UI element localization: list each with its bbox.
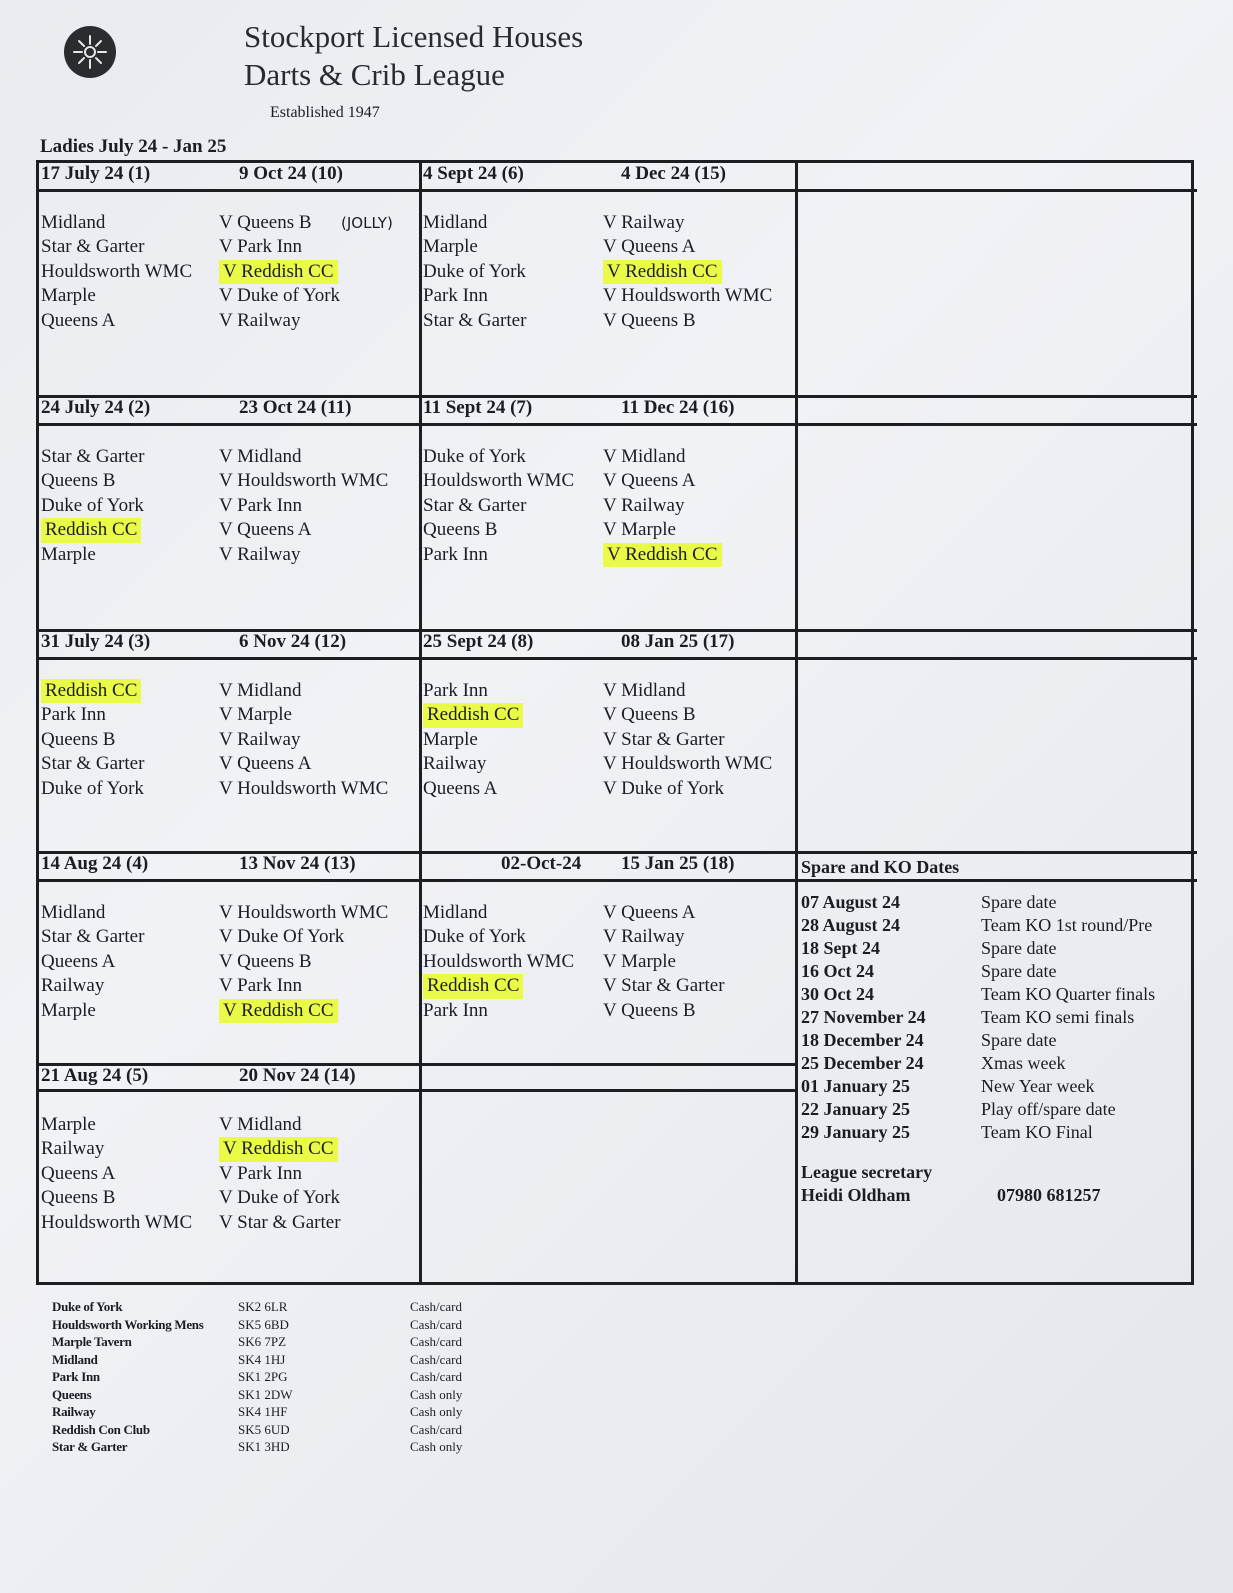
spare-date-row xyxy=(801,961,1191,984)
away-team: V Railway xyxy=(219,309,301,331)
fixture-row xyxy=(41,901,409,925)
week-date-first: 02-Oct-24 xyxy=(501,853,582,874)
away-team: V Star & Garter xyxy=(603,975,725,997)
home-team: Park Inn xyxy=(423,680,488,701)
spare-date: 27 November 24 xyxy=(801,1007,926,1027)
away-team: V Midland xyxy=(219,1114,302,1135)
away-team: V Queens A xyxy=(603,236,696,258)
week-cell xyxy=(421,163,793,393)
venue-postcode: SK1 3HD xyxy=(238,1439,290,1454)
venue-payment: Cash only xyxy=(410,1404,463,1419)
week-date-second: 11 Dec 24 (16) xyxy=(621,397,735,418)
home-team: Star & Garter xyxy=(41,926,145,948)
spare-note: Xmas week xyxy=(981,1053,1066,1073)
spare-date-row xyxy=(801,938,1191,961)
spare-note: Team KO 1st round/Pre xyxy=(981,915,1153,935)
fixture-row xyxy=(41,469,409,493)
spare-note: Team KO Quarter finals xyxy=(981,984,1156,1004)
home-team: Midland xyxy=(41,902,106,923)
league-secretary xyxy=(801,1161,1191,1207)
week-date-first: 31 July 24 (3) xyxy=(41,631,151,652)
fixture-row xyxy=(423,211,791,235)
away-team: V Reddish CC xyxy=(219,260,338,284)
fixture-row xyxy=(423,777,791,801)
spare-date: 30 Oct 24 xyxy=(801,984,874,1004)
venue-postcode: SK5 6UD xyxy=(238,1421,290,1437)
fixture-row xyxy=(41,260,409,284)
spare-note: New Year week xyxy=(981,1076,1095,1096)
fixture-row xyxy=(423,494,791,518)
home-team: Duke of York xyxy=(41,777,144,799)
week-dates xyxy=(421,397,793,421)
away-team: V Duke Of York xyxy=(219,926,345,948)
home-team: Reddish CC xyxy=(423,703,523,727)
home-team: Star & Garter xyxy=(41,753,145,775)
league-title-line2: Darts & Crib League xyxy=(244,57,505,92)
away-team: V Reddish CC xyxy=(603,260,722,284)
week-dates xyxy=(39,853,411,877)
home-team: Queens B xyxy=(41,1187,116,1209)
week-dates xyxy=(39,1065,411,1089)
home-team: Park Inn xyxy=(423,543,488,565)
week-cell xyxy=(421,397,793,627)
home-team: Duke of York xyxy=(423,260,526,282)
fixture-row xyxy=(423,469,791,493)
home-team: Railway xyxy=(41,1138,105,1160)
spare-date: 25 December 24 xyxy=(801,1053,924,1073)
fixture-list xyxy=(423,901,791,1023)
week-date-second: 15 Jan 25 (18) xyxy=(621,853,735,874)
away-team: V Queens A xyxy=(603,902,696,923)
home-team: Houldsworth WMC xyxy=(423,470,575,492)
home-team: Duke of York xyxy=(41,494,144,516)
week-cell xyxy=(421,853,793,1083)
spare-date-row xyxy=(801,915,1191,938)
away-team: V Houldsworth WMC xyxy=(603,753,773,775)
venue-payment: Cash only xyxy=(410,1439,463,1454)
away-team: V Marple xyxy=(603,950,676,972)
away-team: V Railway xyxy=(603,494,685,516)
home-team: Queens B xyxy=(423,519,498,541)
venue-payment: Cash only xyxy=(410,1386,463,1402)
week-date-second: 20 Nov 24 (14) xyxy=(239,1065,356,1086)
fixture-row xyxy=(41,309,409,333)
home-team: Houldsworth WMC xyxy=(41,260,193,282)
week-cell xyxy=(39,853,411,1083)
home-team: Park Inn xyxy=(423,999,488,1021)
away-team: V Queens A xyxy=(603,470,696,492)
fixture-row xyxy=(41,211,409,235)
fixture-row xyxy=(423,950,791,974)
spare-date: 22 January 25 xyxy=(801,1099,911,1119)
away-team: V Queens B xyxy=(603,309,696,331)
home-team: Queens A xyxy=(41,1162,116,1184)
fixture-row xyxy=(423,235,791,259)
week-date-first: 14 Aug 24 (4) xyxy=(41,853,149,874)
week-date-first: 21 Aug 24 (5) xyxy=(41,1065,149,1086)
fixture-row xyxy=(423,284,791,308)
spare-note: Spare date xyxy=(981,938,1057,958)
handwritten-note: (JOLLY) xyxy=(341,214,393,232)
home-team: Midland xyxy=(41,212,106,233)
home-team: Queens B xyxy=(41,728,116,750)
spare-note: Play off/spare date xyxy=(981,1099,1116,1119)
week-cell xyxy=(39,1065,411,1295)
week-cell xyxy=(39,163,411,393)
away-team: V Railway xyxy=(219,543,301,565)
week-date-second: 13 Nov 24 (13) xyxy=(239,853,356,874)
home-team: Midland xyxy=(423,902,488,923)
home-team: Houldsworth WMC xyxy=(41,1211,193,1233)
away-team: V Marple xyxy=(219,704,292,726)
spare-date: 18 Sept 24 xyxy=(801,938,881,958)
away-team: V Queens B xyxy=(603,704,696,726)
home-team: Midland xyxy=(423,212,488,233)
away-team: V Queens B xyxy=(219,950,312,972)
league-logo xyxy=(64,26,116,78)
secretary-label: League secretary xyxy=(801,1162,933,1182)
week-date-first: 4 Sept 24 (6) xyxy=(423,163,524,184)
home-team: Reddish CC xyxy=(423,974,523,998)
away-team: V Houldsworth WMC xyxy=(219,777,389,799)
fixture-list xyxy=(423,211,791,333)
home-team: Marple xyxy=(423,236,478,258)
week-dates xyxy=(421,853,793,877)
spare-ko-list xyxy=(801,892,1191,1145)
home-team: Marple xyxy=(41,285,96,307)
home-team: Queens B xyxy=(41,470,116,492)
away-team: V Railway xyxy=(603,926,685,948)
venue-postcode: SK4 1HJ xyxy=(238,1351,286,1367)
venue-payment: Cash/card xyxy=(410,1334,462,1349)
season-label: Ladies July 24 - Jan 25 xyxy=(40,136,227,157)
secretary-phone: 07980 681257 xyxy=(997,1185,1101,1205)
fixture-row xyxy=(41,494,409,518)
home-team: Duke of York xyxy=(423,926,526,948)
spare-date: 07 August 24 xyxy=(801,892,901,912)
fixture-row xyxy=(41,543,409,567)
fixture-list xyxy=(41,211,409,333)
fixture-row xyxy=(41,752,409,776)
fixture-row xyxy=(423,728,791,752)
spare-date-row xyxy=(801,984,1191,1007)
week-dates xyxy=(39,631,411,655)
home-team: Marple xyxy=(41,1114,96,1135)
spare-date: 29 January 25 xyxy=(801,1122,911,1142)
away-team: V Midland xyxy=(219,680,302,701)
spare-ko-panel xyxy=(801,857,1191,1207)
fixture-row xyxy=(423,260,791,284)
spare-date-row xyxy=(801,1099,1191,1122)
home-team: Marple xyxy=(423,728,478,750)
fixture-row xyxy=(41,777,409,801)
spare-date-row xyxy=(801,1053,1191,1076)
fixture-row xyxy=(41,284,409,308)
away-team: V Midland xyxy=(603,446,686,467)
week-cell xyxy=(39,631,411,861)
venue-name: Duke of York xyxy=(52,1299,123,1314)
week-dates xyxy=(39,163,411,187)
spare-note: Team KO semi finals xyxy=(981,1007,1135,1027)
fixture-row xyxy=(41,728,409,752)
home-team: Park Inn xyxy=(423,285,488,307)
venue-name: Marple Tavern xyxy=(52,1334,132,1349)
fixture-row xyxy=(41,974,409,998)
spare-date: 28 August 24 xyxy=(801,915,901,935)
fixture-row xyxy=(41,518,409,542)
fixture-row xyxy=(41,999,409,1023)
spare-date: 01 January 25 xyxy=(801,1076,911,1096)
away-team: V Railway xyxy=(603,212,685,233)
fixture-list xyxy=(41,445,409,567)
fixture-list xyxy=(423,679,791,801)
fixture-row xyxy=(423,901,791,925)
venue-name: Star & Garter xyxy=(52,1439,128,1454)
week-dates xyxy=(421,163,793,187)
fixture-row xyxy=(423,445,791,469)
away-team: V Reddish CC xyxy=(603,543,722,567)
fixture-row xyxy=(41,1211,409,1235)
week-dates xyxy=(421,631,793,655)
fixture-row xyxy=(423,974,791,998)
week-date-second: 6 Nov 24 (12) xyxy=(239,631,347,652)
away-team: V Park Inn xyxy=(219,1162,303,1184)
fixture-list xyxy=(41,1113,409,1235)
fixture-row xyxy=(423,518,791,542)
fixture-row xyxy=(41,925,409,949)
home-team: Duke of York xyxy=(423,446,526,467)
fixture-row xyxy=(423,309,791,333)
home-team: Park Inn xyxy=(41,704,106,726)
away-team: V Star & Garter xyxy=(603,728,725,750)
spare-date-row xyxy=(801,1007,1191,1030)
away-team: V Marple xyxy=(603,519,676,541)
spare-date: 16 Oct 24 xyxy=(801,961,874,981)
venue-payment: Cash/card xyxy=(410,1369,462,1384)
fixture-row xyxy=(41,703,409,727)
home-team: Queens A xyxy=(41,950,116,972)
fixture-row xyxy=(423,703,791,727)
venue-payment: Cash/card xyxy=(410,1299,462,1314)
away-team: V Midland xyxy=(219,446,302,467)
venue-name: Park Inn xyxy=(52,1369,100,1384)
home-team: Houldsworth WMC xyxy=(423,950,575,972)
league-title-line1: Stockport Licensed Houses xyxy=(244,19,584,54)
away-team: V Park Inn xyxy=(219,236,303,258)
spare-date-row xyxy=(801,1076,1191,1099)
fixture-row xyxy=(41,950,409,974)
week-cell xyxy=(421,631,793,861)
home-team: Reddish CC xyxy=(41,679,141,703)
venue-payment: Cash/card xyxy=(410,1421,462,1437)
fixture-row xyxy=(41,679,409,703)
week-date-first: 11 Sept 24 (7) xyxy=(423,397,533,418)
week-dates xyxy=(39,397,411,421)
home-team: Star & Garter xyxy=(41,446,145,467)
away-team: V Park Inn xyxy=(219,975,303,997)
venue-postcode: SK1 2DW xyxy=(238,1386,293,1402)
fixture-list xyxy=(41,901,409,1023)
venue-payment: Cash/card xyxy=(410,1351,462,1367)
venue-postcode: SK6 7PZ xyxy=(238,1334,287,1349)
away-team: V Duke of York xyxy=(219,285,341,307)
week-date-second: 08 Jan 25 (17) xyxy=(621,631,735,652)
week-date-first: 17 July 24 (1) xyxy=(41,163,151,184)
dartboard-icon xyxy=(70,32,110,72)
fixture-row xyxy=(41,235,409,259)
away-team: V Star & Garter xyxy=(219,1211,341,1233)
venue-payment: Cash/card xyxy=(410,1316,462,1332)
week-date-first: 24 July 24 (2) xyxy=(41,397,151,418)
home-team: Reddish CC xyxy=(41,518,141,542)
spare-date-row xyxy=(801,892,1191,915)
away-team: V Park Inn xyxy=(219,494,303,516)
away-team: V Reddish CC xyxy=(219,1137,338,1161)
fixture-row xyxy=(41,1162,409,1186)
spare-date: 18 December 24 xyxy=(801,1030,924,1050)
week-date-second: 4 Dec 24 (15) xyxy=(621,163,726,184)
fixture-row xyxy=(41,1137,409,1161)
fixture-row xyxy=(423,543,791,567)
week-date-second: 23 Oct 24 (11) xyxy=(239,397,352,418)
fixture-row xyxy=(423,999,791,1023)
grid-divider xyxy=(795,163,798,1282)
venue-name: Railway xyxy=(52,1404,96,1419)
away-team: V Reddish CC xyxy=(219,999,338,1023)
away-team: V Duke of York xyxy=(219,1187,341,1209)
venue-postcode: SK1 2PG xyxy=(238,1369,288,1384)
home-team: Marple xyxy=(41,543,96,565)
fixture-list xyxy=(423,445,791,567)
away-team: V Houldsworth WMC xyxy=(219,902,389,923)
week-cell xyxy=(39,397,411,627)
fixture-row xyxy=(41,1113,409,1137)
fixtures-grid xyxy=(36,160,1194,1285)
venue-name: Houldsworth Working Mens xyxy=(52,1316,204,1332)
home-team: Queens A xyxy=(41,309,116,331)
spare-note: Spare date xyxy=(981,1030,1057,1050)
home-team: Star & Garter xyxy=(423,494,527,516)
spare-ko-heading: Spare and KO Dates xyxy=(801,857,960,877)
spare-date-row xyxy=(801,1122,1191,1145)
home-team: Railway xyxy=(41,975,105,997)
spare-note: Spare date xyxy=(981,961,1057,981)
venue-name: Midland xyxy=(52,1351,98,1367)
home-team: Railway xyxy=(423,753,487,775)
away-team: V Houldsworth WMC xyxy=(603,285,773,307)
venue-postcode: SK4 1HF xyxy=(238,1404,288,1419)
week-date-first: 25 Sept 24 (8) xyxy=(423,631,534,652)
away-team: V Duke of York xyxy=(603,777,725,799)
week-date-second: 9 Oct 24 (10) xyxy=(239,163,343,184)
home-team: Star & Garter xyxy=(423,309,527,331)
fixture-list xyxy=(41,679,409,801)
away-team: V Midland xyxy=(603,680,686,701)
away-team: V Queens A xyxy=(219,519,312,541)
venue-name: Reddish Con Club xyxy=(52,1421,150,1437)
venue-postcode: SK2 6LR xyxy=(238,1299,288,1314)
fixture-row xyxy=(41,1186,409,1210)
established-text: Established 1947 xyxy=(270,104,380,121)
venue-name: Queens xyxy=(52,1386,92,1402)
spare-note: Spare date xyxy=(981,892,1057,912)
spare-note: Team KO Final xyxy=(981,1122,1093,1142)
spare-date-row xyxy=(801,1030,1191,1053)
secretary-name: Heidi Oldham xyxy=(801,1185,911,1205)
fixture-row xyxy=(41,445,409,469)
away-team: V Queens B xyxy=(603,999,696,1021)
away-team: V Queens A xyxy=(219,753,312,775)
away-team: V Houldsworth WMC xyxy=(219,470,389,492)
fixture-row xyxy=(423,679,791,703)
document-header xyxy=(244,18,583,122)
home-team: Queens A xyxy=(423,777,498,799)
home-team: Marple xyxy=(41,999,96,1021)
fixture-row xyxy=(423,925,791,949)
away-team: V Railway xyxy=(219,728,301,750)
venue-postcode: SK5 6BD xyxy=(238,1316,289,1332)
fixture-row xyxy=(423,752,791,776)
away-team: V Queens B xyxy=(219,212,312,233)
home-team: Star & Garter xyxy=(41,236,145,258)
